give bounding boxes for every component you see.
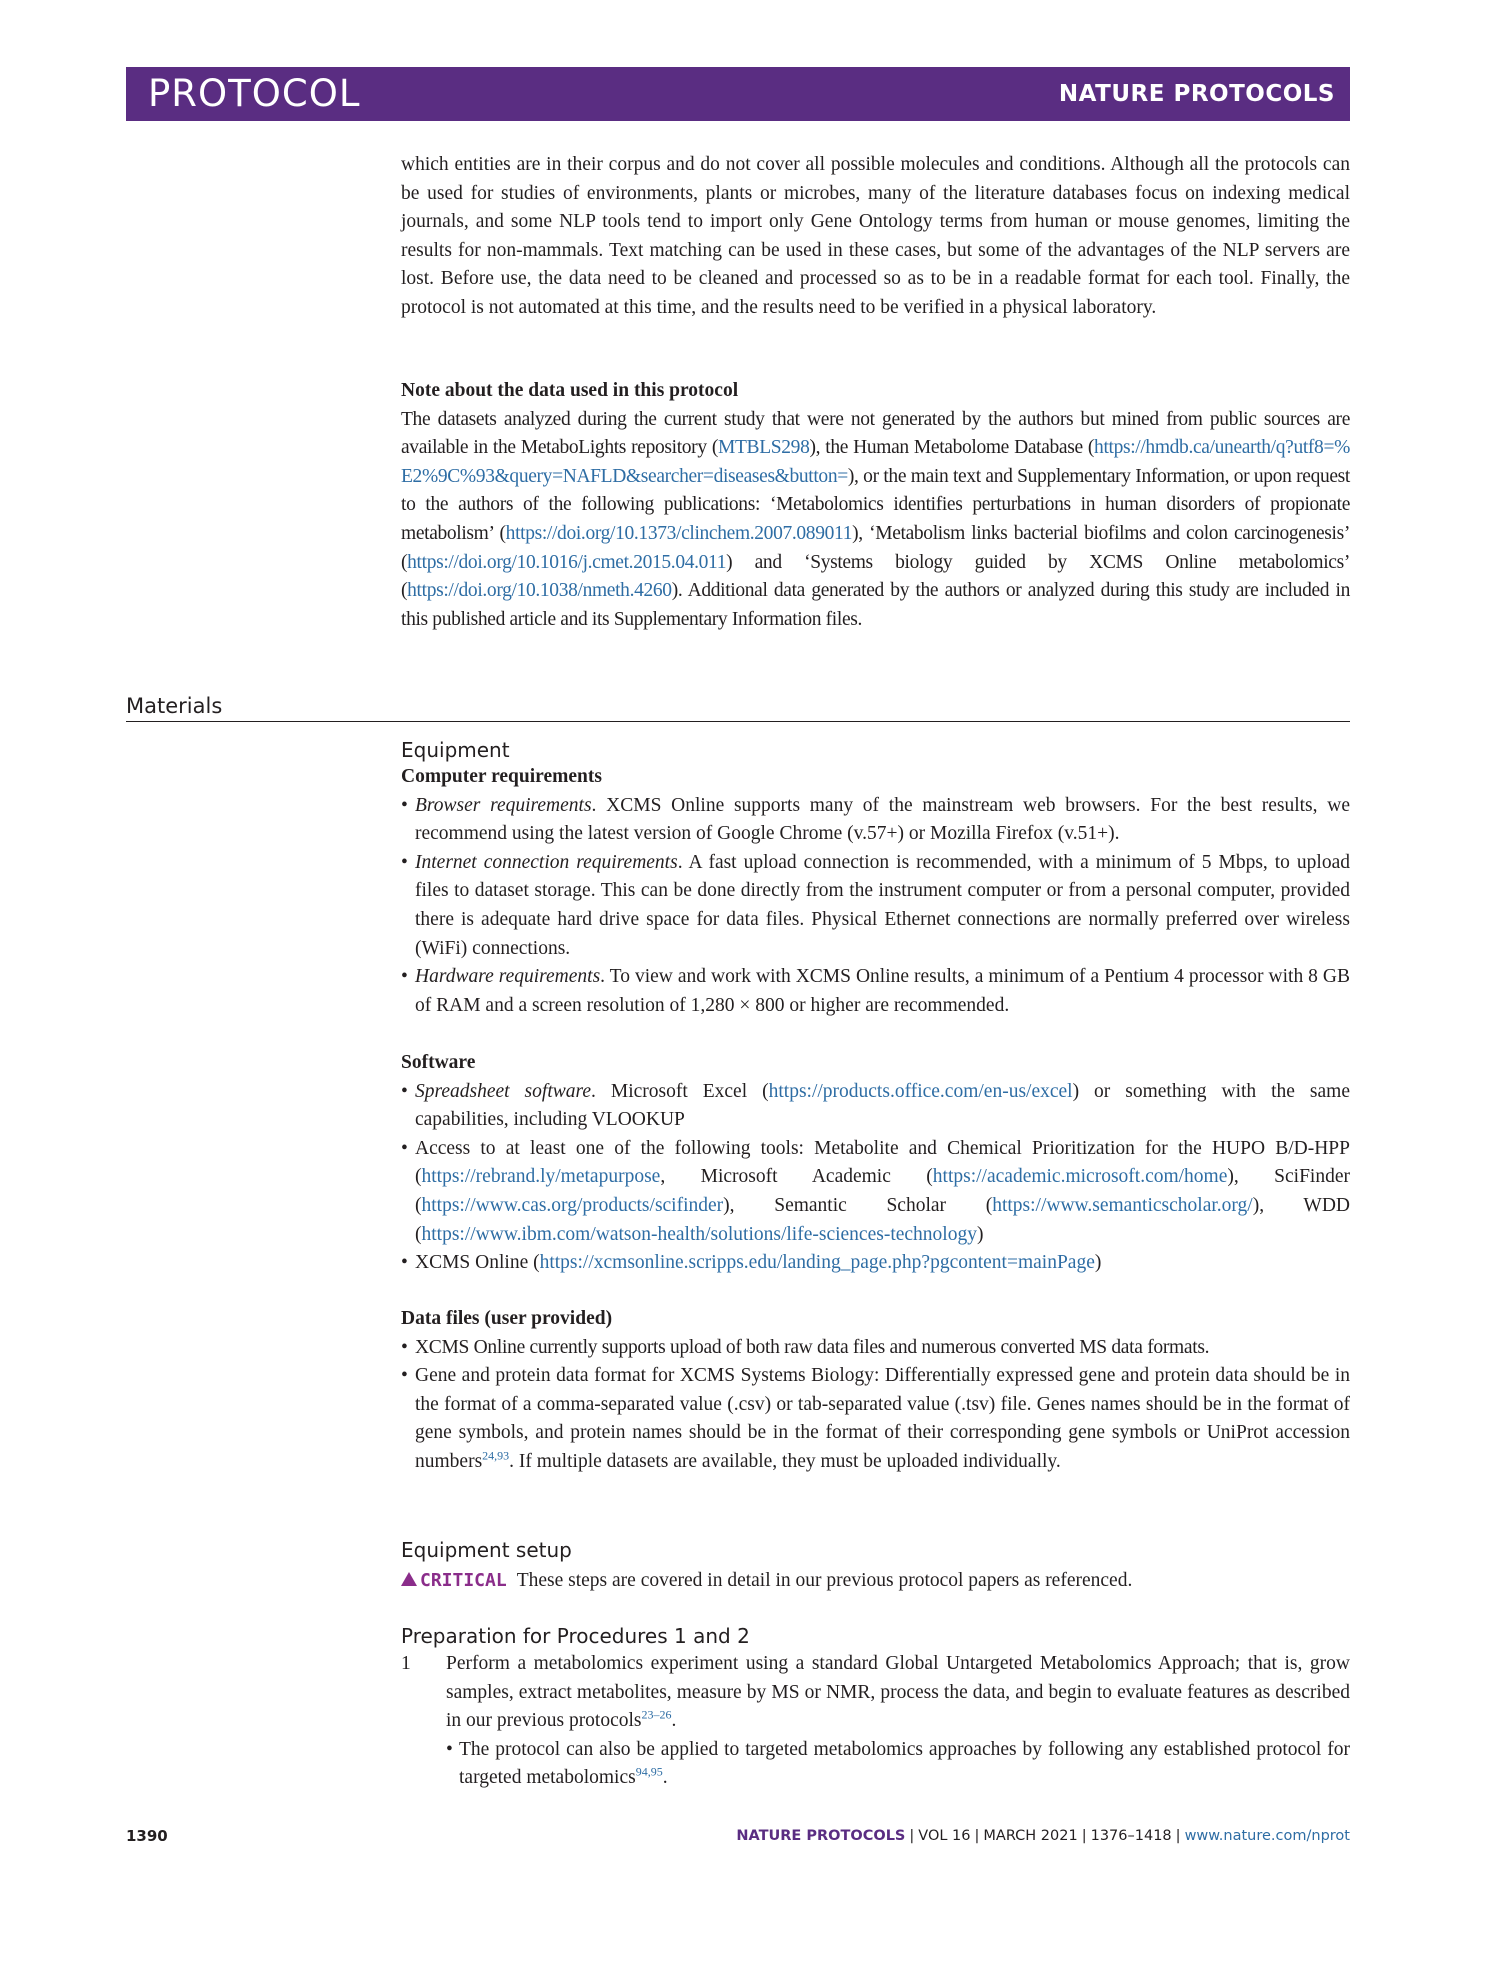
materials-heading: Materials [126,694,223,718]
list-item: • Spreadsheet software. Microsoft Excel (https://products.office.com/en-us/excel) or something with the same capabilities, including VLOOKUP [401,1080,1350,1131]
datafiles-block [401,1305,1350,1477]
link-mtbls298[interactable]: MTBLS298 [718,437,810,459]
link-nmeth[interactable]: https://doi.org/10.1038/nmeth.4260 [407,580,672,602]
link-hmdb[interactable]: https://hmdb.ca/unearth/q?utf8=%E2%9C%93&query=NAFLD&searcher=diseases&button= [401,437,1350,487]
footer-journal: NATURE PROTOCOLS [736,1828,906,1844]
list-item: • Hardware requirements. To view and work with XCMS Online results, a minimum of a Pentium 4 processor with 8 GB of RAM and a screen resolution of 1,280 × 800 or higher are recommended. [401,966,1350,1016]
footer-url[interactable]: www.nature.com/nprot [1184,1828,1350,1844]
link-excel[interactable]: https://products.office.com/en-us/excel [768,1080,1073,1102]
link-wdd[interactable]: https://www.ibm.com/watson-health/solutions/life-sciences-technology [421,1223,977,1245]
link-semantic-scholar[interactable]: https://www.semanticscholar.org/ [992,1194,1253,1216]
journal-label: NATURE PROTOCOLS [1058,81,1335,107]
equipment-block [401,736,1350,1020]
section-label: PROTOCOL [148,72,361,115]
list-item: • XCMS Online currently supports upload of both raw data files and numerous converted MS data formats. [401,1336,1210,1358]
materials-divider [126,721,1350,722]
data-note-block [401,377,1350,634]
equipment-setup-heading: Equipment setup [401,1538,572,1562]
critical-note: CRITICAL These steps are covered in detail in our previous protocol papers as referenced. [401,1567,1350,1596]
link-clinchem[interactable]: https://doi.org/10.1373/clinchem.2007.089011 [505,522,853,544]
datafiles-heading: Data files (user provided) [401,1308,613,1329]
data-note-heading: Note about the data used in this protocol [401,380,739,401]
citation-ref[interactable]: 94,95 [635,1764,663,1779]
procedure-substep: • The protocol can also be applied to targeted metabolomics approaches by following any established protocol for targeted metabolomics$^{94,95}$. [446,1738,1350,1789]
critical-triangle-icon [401,1572,417,1586]
software-heading: Software [401,1052,476,1073]
procedures-block [401,1622,1350,1793]
procedure-step: 1 Perform a metabolomics experiment using a standard Global Untargeted Metabolomics Approach; that is, grow samples, extract metabolites, measure by MS or NMR, process the data, and begin to evaluate features as described in our previous protocols$^{23-26}$. [401,1650,1350,1736]
list-item: • Access to at least one of the following tools: Metabolite and Chemical Prioritization for the HUPO B/D-HPP (https://rebrand.ly/metapurpose, Microsoft Academic (https://academic.microsoft.com/home), SciFinder (https://www.cas.org/products/scifinder), Semantic Scholar (https://www.semanticscholar.org/), WDD (https://www.ibm.com/watson-health/solutions/life-sciences-technology) [401,1137,1350,1245]
citation-ref[interactable]: 23–26 [641,1707,672,1722]
list-item: • Gene and protein data format for XCMS Systems Biology: Differentially expressed gene and protein data should be in the format of a comma-separated value (.csv) or tab-separated value (.tsv) file. Genes names should be in the format of gene symbols, and protein names should be in the format of their corresponding gene symbols or UniProt accession numbers$^{24,93}$. If multiple datasets are available, they must be uploaded individually. [401,1365,1350,1472]
critical-label: CRITICAL [420,1570,507,1591]
link-microsoft-academic[interactable]: https://academic.microsoft.com/home [932,1166,1228,1188]
intro-paragraph: which entities are in their corpus and do not cover all possible molecules and conditions. Although all the protocols can be used for studies of environments, plants or microbes, many of the literature databases focus on indexing medical journals, and some NLP tools tend to import only Gene Ontology terms from human or mouse genomes, limiting the results for non-mammals. Text matching can be used in these cases, but some of the advantages of the NLP servers are lost. Before use, the data need to be cleaned and processed so as to be in a readable format for each tool. Finally, the protocol is not automated at this time, and the results need to be verified in a physical laboratory. [401,154,1350,318]
footer-date: MARCH 2021 [983,1828,1078,1844]
footer-pages: 1376–1418 [1090,1828,1172,1844]
list-item: • Browser requirements. XCMS Online supports many of the mainstream web browsers. For the best results, we recommend using the latest version of Google Chrome (v.57+) or Mozilla Firefox (v.51+). [401,794,1350,845]
list-item: • Internet connection requirements. A fast upload connection is recommended, with a minimum of 5 Mbps, to upload files to dataset storage. This can be done directly from the instrument computer or from a personal computer, provided there is adequate hard drive space for data files. Physical Ethernet connections are normally preferred over wireless (WiFi) connections. [401,851,1350,959]
equipment-heading: Equipment [401,738,510,762]
header-banner [126,67,1350,121]
step-number: 1 [401,1653,411,1674]
citation-ref[interactable]: 24,93 [482,1448,510,1463]
link-metapurpose[interactable]: https://rebrand.ly/metapurpose [421,1166,661,1188]
page-number: 1390 [126,1827,168,1845]
link-cmet[interactable]: https://doi.org/10.1016/j.cmet.2015.04.011 [407,551,727,573]
computer-requirements-heading: Computer requirements [401,766,602,787]
link-xcms-online[interactable]: https://xcmsonline.scripps.edu/landing_page.php?pgcontent=mainPage [539,1252,1095,1274]
list-item: • XCMS Online (https://xcmsonline.scripps.edu/landing_page.php?pgcontent=mainPage) [401,1252,1102,1274]
footer-volume: VOL 16 [918,1828,971,1844]
equipment-setup-block [401,1536,1350,1596]
link-scifinder[interactable]: https://www.cas.org/products/scifinder [421,1194,724,1216]
intro-block [401,151,1350,323]
footer-citation: NATURE PROTOCOLS | VOL 16 | MARCH 2021 | 1376–1418 | www.nature.com/nprot [736,1828,1350,1844]
data-note-paragraph: The datasets analyzed during the current study that were not generated by the authors but mined from public sources are available in the MetaboLights repository (MTBLS298), the Human Metabolome Database (https://hmdb.ca/unearth/q?utf8=%E2%9C%93&query=NAFLD&searcher=diseases&button=), or the main text and Supplementary Information, or upon request to the authors of the following publications: ‘Metabolomics identifies perturbations in human disorders of propionate metabolism’ (https://doi.org/10.1373/clinchem.2007.089011), ‘Metabolism links bacterial biofilms and colon carcinogenesis’ (https://doi.org/10.1016/j.cmet.2015.04.011) and ‘Systems biology guided by XCMS Online metabolomics’ (https://doi.org/10.1038/nmeth.4260). Additional data generated by the authors or analyzed during this study are included in this published article and its Supplementary Information files. [401,408,1350,630]
software-block [401,1049,1350,1278]
procedures-heading: Preparation for Procedures 1 and 2 [401,1624,750,1648]
